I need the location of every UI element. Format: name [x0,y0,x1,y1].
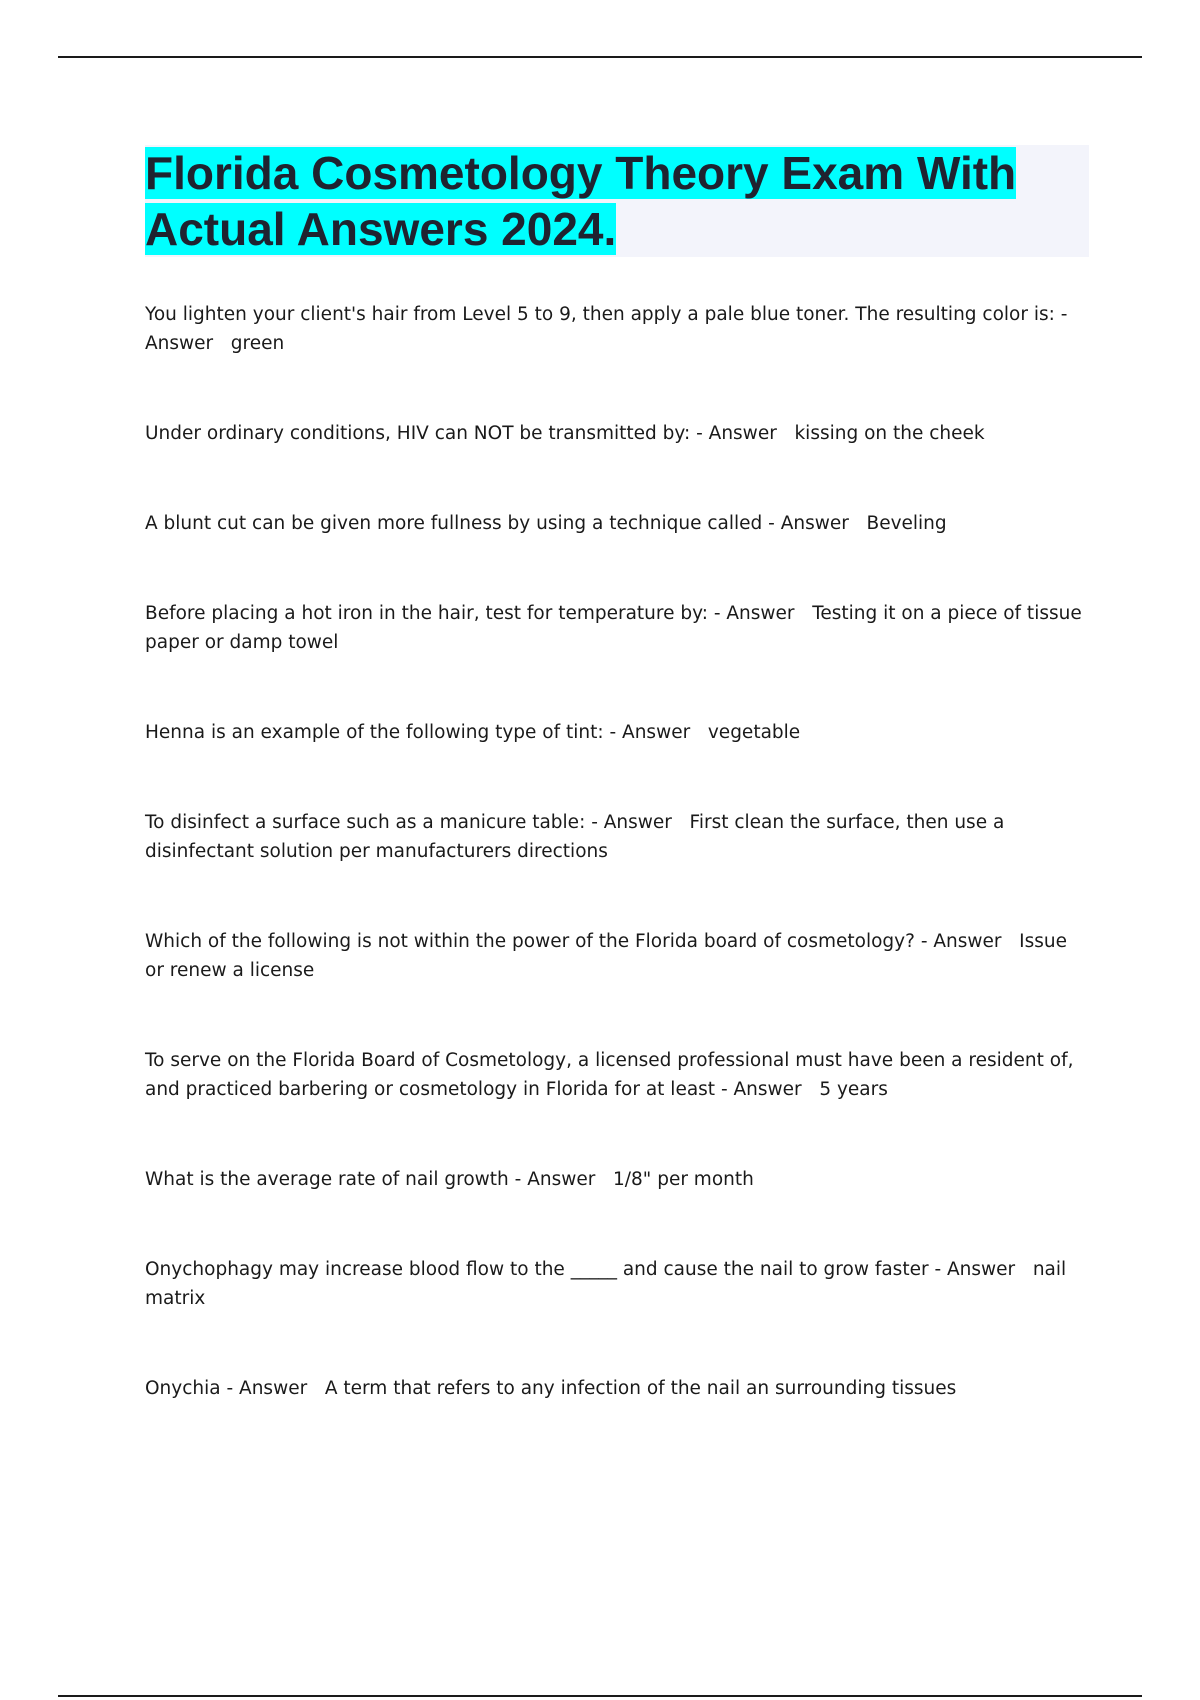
answer-marker: - Answer [768,513,849,534]
answer-marker: - Answer [713,603,795,624]
question-text: Before placing a hot iron in the hair, test for temperature by: [145,603,708,624]
answer-text: green [230,333,285,354]
title-line-2: Actual Answers 2024. [145,203,617,255]
top-rule [58,56,1142,58]
answer-marker: - Answer [934,1259,1016,1280]
question-text: Henna is an example of the following type of tint: [145,722,604,743]
qa-item [145,927,1085,985]
qa-item [145,599,1085,657]
question-text: To serve on the Florida Board of Cosmetology, a licensed professional must have been a resident of, and practiced barbering or cosmetology in Florida for at least [145,1050,1074,1100]
answer-text: Issue or renew a license [145,931,1068,981]
answer-text: Beveling [866,513,947,534]
answer-text: 5 years [819,1079,888,1100]
answer-marker: - Answer [720,1079,802,1100]
answer-text: A term that refers to any infection of the nail an surrounding tissues [324,1378,957,1399]
answer-marker: - Answer [145,304,1068,354]
title-line-1: Florida Cosmetology Theory Exam With [145,147,1017,199]
qa-item [145,1255,1085,1313]
qa-item [145,808,1085,866]
question-text: Onychia [145,1378,221,1399]
answer-marker: - Answer [226,1378,308,1399]
answer-marker: - Answer [514,1169,596,1190]
question-text: What is the average rate of nail growth [145,1169,509,1190]
qa-item [145,718,1085,747]
answer-marker: - Answer [609,722,691,743]
question-text: Which of the following is not within the power of the Florida board of cosmetology? [145,931,915,952]
answer-text: Testing it on a piece of tissue paper or damp towel [145,603,1082,653]
qa-item [145,419,1085,448]
qa-item [145,1165,1085,1194]
answer-marker: - Answer [696,423,777,444]
answer-marker: - Answer [591,812,672,833]
answer-text: vegetable [707,722,801,743]
qa-list [145,300,1085,1403]
page-title [145,145,1089,257]
answer-text: 1/8" per month [613,1169,754,1190]
bottom-rule [58,1695,1142,1697]
question-text: A blunt cut can be given more fullness by using a technique called [145,513,763,534]
answer-marker: - Answer [920,931,1002,952]
answer-text: kissing on the cheek [794,423,985,444]
question-text: To disinfect a surface such as a manicure table: [145,812,586,833]
question-text: Under ordinary conditions, HIV can NOT be transmitted by: [145,423,691,444]
question-text: Onychophagy may increase blood flow to the _____ and cause the nail to grow faster [145,1259,929,1280]
qa-item [145,509,1085,538]
title-block [145,145,1089,257]
answer-text: First clean the surface, then use a disinfectant solution per manufacturers directions [145,812,1005,862]
qa-item [145,300,1085,358]
qa-item [145,1046,1085,1104]
answer-text: nail matrix [145,1259,1067,1309]
qa-item [145,1374,1085,1403]
question-text: You lighten your client's hair from Level 5 to 9, then apply a pale blue toner. The resulting color is: [145,304,1055,325]
